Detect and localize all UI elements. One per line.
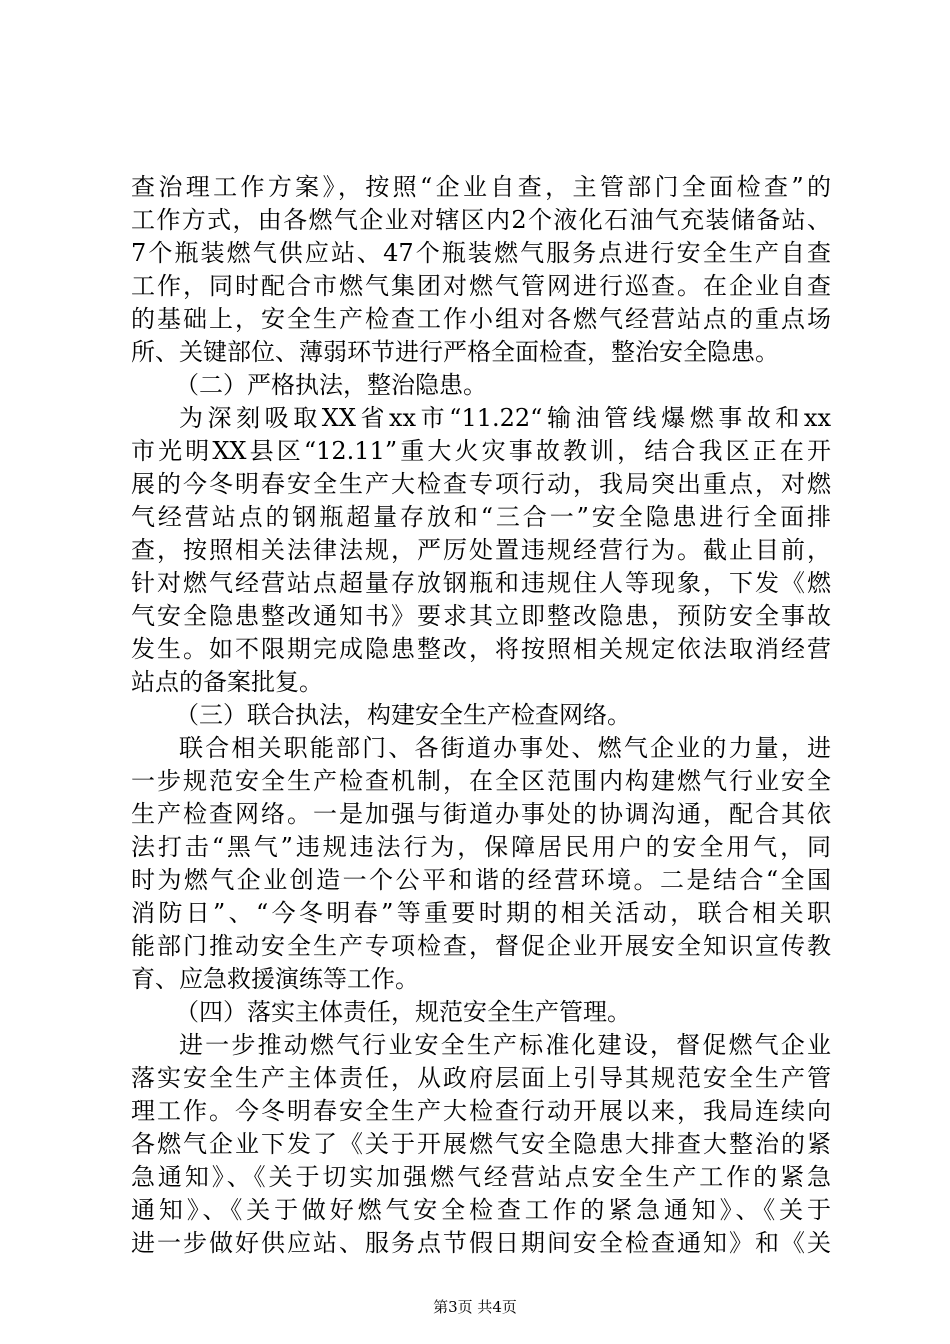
text-line: 落实安全生产主体责任，从政府层面上引导其规范安全生产管 xyxy=(131,1064,831,1092)
text-line: 工作，同时配合市燃气集团对燃气管网进行巡查。在企业自查 xyxy=(131,272,831,300)
text-line: 进一步做好供应站、服务点节假日期间安全检查通知》和《关 xyxy=(131,1229,831,1257)
text-line: 各燃气企业下发了《关于开展燃气安全隐患大排查大整治的紧 xyxy=(131,1130,831,1158)
section-heading: （三）联合执法，构建安全生产检查网络。 xyxy=(175,701,631,729)
text-line: 生产检查网络。一是加强与街道办事处的协调沟通，配合其依 xyxy=(131,800,831,828)
text-line: 气安全隐患整改通知书》要求其立即整改隐患，预防安全事故 xyxy=(131,602,831,630)
text-line: 查治理工作方案》，按照“企业自查，主管部门全面检查”的 xyxy=(131,173,831,201)
text-line: 为深刻吸取XX省xx市“11.22“输油管线爆燃事故和xx xyxy=(179,404,831,432)
section-heading: （四）落实主体责任，规范安全生产管理。 xyxy=(175,998,631,1026)
text-line: 的基础上，安全生产检查工作小组对各燃气经营站点的重点场 xyxy=(131,305,831,333)
text-line: 市光明XX县区“12.11”重大火灾事故教训，结合我区正在开 xyxy=(131,437,831,465)
text-line: 时为燃气企业创造一个公平和谐的经营环境。二是结合“全国 xyxy=(131,866,831,894)
text-line: 通知》、《关于做好燃气安全检查工作的紧急通知》、《关于 xyxy=(131,1196,831,1224)
text-line: 育、应急救援演练等工作。 xyxy=(131,965,419,993)
text-line: 所、关键部位、薄弱环节进行严格全面检查，整治安全隐患。 xyxy=(131,338,779,366)
text-line: 急通知》、《关于切实加强燃气经营站点安全生产工作的紧急 xyxy=(131,1163,831,1191)
text-line: 进一步推动燃气行业安全生产标准化建设，督促燃气企业 xyxy=(179,1031,831,1059)
text-line: 工作方式，由各燃气企业对辖区内2个液化石油气充装储备站、 xyxy=(131,206,831,234)
text-line: 能部门推动安全生产专项检查，督促企业开展安全知识宣传教 xyxy=(131,932,831,960)
page-footer: 第3页 共4页 xyxy=(433,1298,517,1316)
text-line: 7个瓶装燃气供应站、47个瓶装燃气服务点进行安全生产自查 xyxy=(131,239,831,267)
text-line: 理工作。今冬明春安全生产大检查行动开展以来，我局连续向 xyxy=(131,1097,831,1125)
text-line: 法打击“黑气”违规违法行为，保障居民用户的安全用气，同 xyxy=(131,833,831,861)
text-line: 查，按照相关法律法规，严厉处置违规经营行为。截止目前， xyxy=(131,536,831,564)
text-line: 针对燃气经营站点超量存放钢瓶和违规住人等现象，下发《燃 xyxy=(131,569,831,597)
section-heading: （二）严格执法，整治隐患。 xyxy=(175,371,487,399)
text-line: 站点的备案批复。 xyxy=(131,668,323,696)
text-line: 消防日”、“今冬明春”等重要时期的相关活动，联合相关职 xyxy=(131,899,831,927)
text-line: 展的今冬明春安全生产大检查专项行动，我局突出重点，对燃 xyxy=(131,470,831,498)
text-line: 发生。如不限期完成隐患整改，将按照相关规定依法取消经营 xyxy=(131,635,831,663)
text-line: 一步规范安全生产检查机制，在全区范围内构建燃气行业安全 xyxy=(131,767,831,795)
text-line: 气经营站点的钢瓶超量存放和“三合一”安全隐患进行全面排 xyxy=(131,503,831,531)
text-line: 联合相关职能部门、各街道办事处、燃气企业的力量，进 xyxy=(179,734,831,762)
document-body xyxy=(131,171,831,1260)
